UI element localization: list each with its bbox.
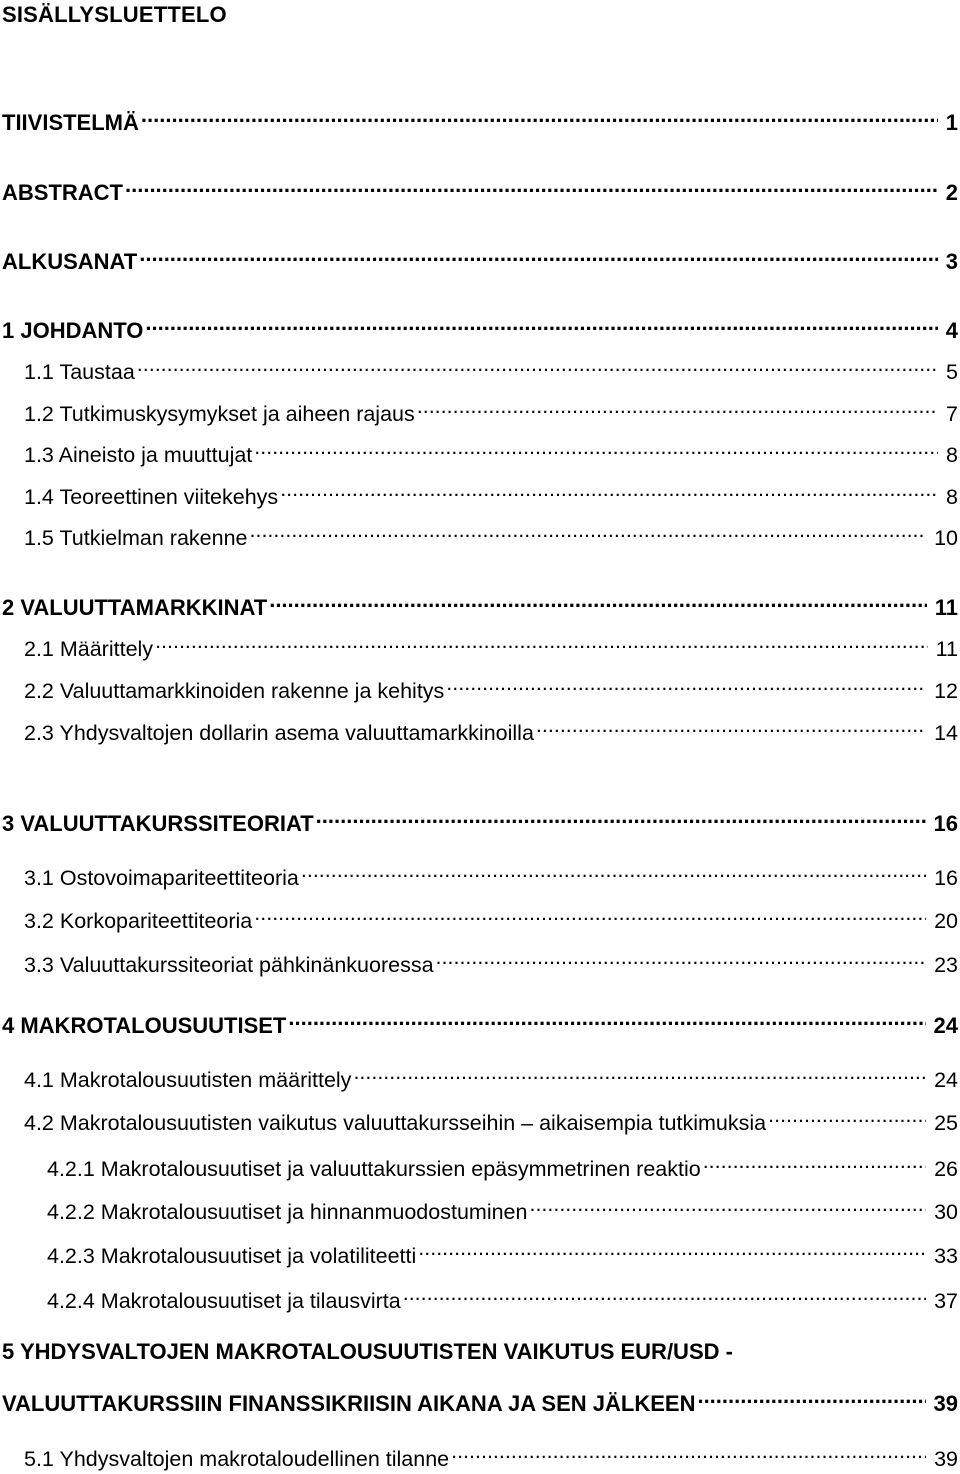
toc-entry-text: 2 VALUUTTAMARKKINAT (2, 595, 268, 620)
toc-entry-2-2[interactable] (24, 668, 958, 703)
toc-entry-page: 39 (934, 1447, 958, 1471)
toc-entry-chapter-5-line1[interactable]: 5 YHDYSVALTOJEN MAKROTALOUSUUTISTEN VAIKUTUS EUR/USD - (2, 1339, 733, 1364)
toc-leader-dots (145, 308, 937, 338)
toc-entry-page: 20 (934, 909, 958, 933)
toc-entry-text: VALUUTTAKURSSIIN FINANSSIKRIISIN AIKANA JA SEN JÄLKEEN (2, 1391, 696, 1416)
toc-leader-dots (250, 515, 927, 545)
toc-leader-dots (137, 349, 938, 379)
toc-entry-page: 1 (945, 110, 958, 135)
toc-entry-1-1[interactable] (24, 349, 958, 384)
toc-entry-chapter-4[interactable] (2, 1003, 958, 1038)
toc-entry-abstract[interactable] (2, 170, 958, 205)
toc-entry-page: 33 (934, 1244, 958, 1268)
toc-entry-page: 30 (934, 1200, 958, 1224)
toc-entry-text: 4.2.2 Makrotalousuutiset ja hinnanmuodostuminen (47, 1200, 528, 1224)
toc-entry-text: 4 MAKROTALOUSUUTISET (2, 1013, 287, 1038)
toc-entry-4-1[interactable] (24, 1057, 958, 1092)
toc-leader-dots (418, 1233, 926, 1263)
toc-entry-page: 7 (946, 402, 958, 426)
toc-entry-text: 4.2.1 Makrotalousuutiset ja valuuttakurssien epäsymmetrinen reaktio (47, 1157, 701, 1181)
toc-entry-text: 1 JOHDANTO (2, 318, 144, 343)
toc-entry-text: 1.5 Tutkielman rakenne (24, 526, 248, 550)
toc-entry-chapter-2[interactable] (2, 585, 958, 620)
toc-entry-text: 4.1 Makrotalousuutisten määrittely (24, 1068, 352, 1092)
toc-entry-page: 37 (934, 1289, 958, 1313)
toc-entry-text: TIIVISTELMÄ (2, 110, 139, 135)
toc-entry-4-2-1[interactable] (47, 1146, 958, 1181)
toc-leader-dots (417, 391, 938, 421)
toc-entry-page: 24 (934, 1068, 958, 1092)
toc-entry-2-3[interactable] (24, 710, 958, 745)
toc-entry-1-4[interactable] (24, 474, 958, 509)
toc-entry-page: 4 (945, 318, 958, 343)
toc-leader-dots (141, 100, 938, 130)
toc-leader-dots (301, 855, 926, 885)
toc-leader-dots (529, 1189, 926, 1219)
toc-entry-text: 4.2.4 Makrotalousuutiset ja tilausvirta (47, 1289, 401, 1313)
toc-entry-page: 2 (945, 180, 958, 205)
toc-entry-page: 23 (934, 953, 958, 977)
toc-entry-chapter-3[interactable] (2, 801, 958, 836)
toc-leader-dots (446, 668, 926, 698)
toc-entry-text: 3 VALUUTTAKURSSITEORIAT (2, 811, 314, 836)
toc-entry-text: 3.1 Ostovoimapariteettiteoria (24, 866, 299, 890)
toc-leader-dots (697, 1381, 925, 1411)
toc-leader-dots (254, 432, 938, 462)
toc-entry-page: 26 (934, 1157, 958, 1181)
toc-leader-dots (155, 626, 928, 656)
toc-title: SISÄLLYSLUETTELO (2, 2, 227, 27)
toc-entry-1-5[interactable] (24, 515, 958, 550)
toc-entry-text: ABSTRACT (2, 180, 123, 205)
toc-leader-dots (703, 1146, 926, 1176)
toc-entry-text: 1.1 Taustaa (24, 360, 135, 384)
toc-entry-page: 39 (933, 1391, 958, 1416)
toc-leader-dots (288, 1003, 925, 1033)
toc-entry-1-2[interactable] (24, 391, 958, 426)
toc-entry-text: 3.2 Korkopariteettiteoria (24, 909, 253, 933)
toc-entry-tiivistelma[interactable] (2, 100, 958, 135)
toc-entry-page: 16 (934, 866, 958, 890)
toc-entry-3-1[interactable] (24, 855, 958, 890)
toc-entry-page: 25 (934, 1111, 958, 1135)
toc-entry-3-3[interactable] (24, 942, 958, 977)
toc-leader-dots (254, 898, 926, 928)
toc-entry-text: 1.4 Teoreettinen viitekehys (24, 485, 279, 509)
toc-entry-page: 3 (945, 249, 958, 274)
toc-entry-page: 10 (934, 526, 958, 550)
toc-entry-page: 12 (934, 679, 958, 703)
toc-leader-dots (269, 585, 927, 615)
toc-entry-page: 16 (933, 811, 958, 836)
toc-entry-5-1[interactable] (24, 1436, 958, 1471)
toc-leader-dots (536, 710, 926, 740)
toc-entry-text: 4.2.3 Makrotalousuutiset ja volatiliteetti (47, 1244, 417, 1268)
toc-entry-4-2-3[interactable] (47, 1233, 958, 1268)
toc-entry-page: 5 (946, 360, 958, 384)
toc-entry-page: 11 (934, 595, 958, 620)
toc-entry-4-2-2[interactable] (47, 1189, 958, 1224)
toc-entry-text: ALKUSANAT (2, 249, 138, 274)
toc-entry-text: 2.2 Valuuttamarkkinoiden rakenne ja kehitys (24, 679, 445, 703)
toc-entry-text: 2.1 Määrittely (24, 637, 154, 661)
toc-entry-1-3[interactable] (24, 432, 958, 467)
toc-leader-dots (403, 1278, 926, 1308)
toc-leader-dots (451, 1436, 926, 1466)
toc-entry-text: 2.3 Yhdysvaltojen dollarin asema valuuttamarkkinoilla (24, 721, 534, 745)
toc-leader-dots (316, 801, 926, 831)
toc-entry-text: 4.2 Makrotalousuutisten vaikutus valuuttakursseihin – aikaisempia tutkimuksia (24, 1111, 767, 1135)
toc-entry-2-1[interactable] (24, 626, 958, 661)
toc-entry-text: 3.3 Valuuttakurssiteoriat pähkinänkuoressa (24, 953, 434, 977)
toc-leader-dots (768, 1100, 926, 1130)
toc-entry-page: 8 (946, 485, 958, 509)
toc-leader-dots (353, 1057, 926, 1087)
toc-entry-chapter-5[interactable] (2, 1381, 958, 1416)
toc-entry-page: 24 (933, 1013, 958, 1038)
toc-leader-dots (436, 942, 927, 972)
toc-leader-dots (139, 239, 938, 269)
toc-entry-4-2-4[interactable] (47, 1278, 958, 1313)
toc-entry-text: 1.2 Tutkimuskysymykset ja aiheen rajaus (24, 402, 415, 426)
toc-entry-page: 14 (934, 721, 958, 745)
toc-entry-text: 5.1 Yhdysvaltojen makrotaloudellinen tilanne (24, 1447, 450, 1471)
toc-entry-3-2[interactable] (24, 898, 958, 933)
toc-leader-dots (280, 474, 938, 504)
toc-entry-page: 11 (935, 637, 958, 661)
toc-entry-page: 8 (946, 443, 958, 467)
toc-entry-4-2[interactable] (24, 1100, 958, 1135)
toc-entry-text: 1.3 Aineisto ja muuttujat (24, 443, 253, 467)
toc-leader-dots (125, 170, 938, 200)
toc-entry-alkusanat[interactable] (2, 239, 958, 274)
toc-entry-chapter-1[interactable] (2, 308, 958, 343)
